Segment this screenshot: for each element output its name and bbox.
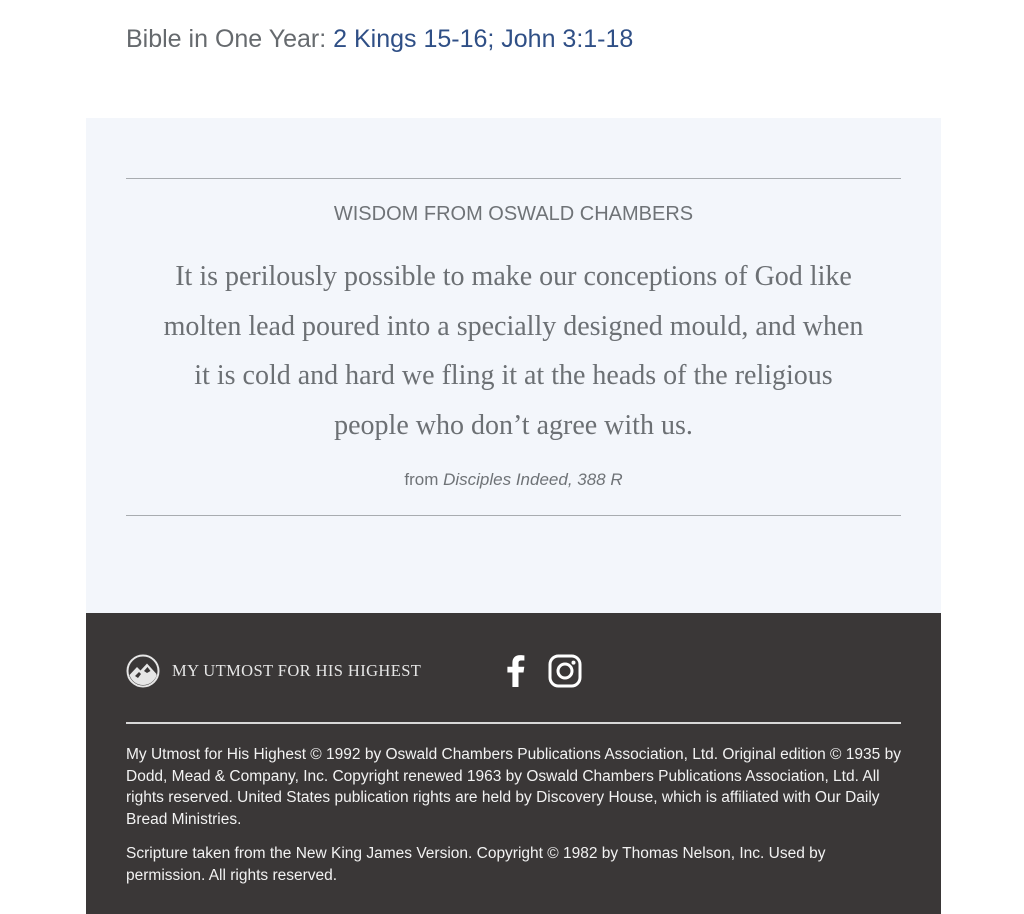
- footer-brand-name: MY UTMOST FOR HIS HIGHEST: [172, 661, 422, 680]
- wisdom-source: [86, 470, 941, 490]
- bible-in-one-year-label: Bible in One Year:: [126, 25, 327, 53]
- divider: [126, 178, 901, 179]
- bible-reading-link[interactable]: 2 Kings 15-16; John 3:1-18: [333, 25, 634, 53]
- wisdom-quote: It is perilously possible to make our conceptions of God like molten lead poured into a specially designed mould, and when it is cold and hard we fling it at the heads of the religious people who don’t agree with us.: [163, 261, 864, 441]
- facebook-icon[interactable]: [502, 653, 528, 687]
- wisdom-section: [86, 118, 941, 613]
- footer-brand[interactable]: [126, 653, 421, 689]
- scripture-notice: Scripture taken from the New King James Version. Copyright © 1982 by Thomas Nelson, Inc. Used by permission. All rights reserved.: [126, 845, 826, 884]
- mountain-logo-icon: [126, 654, 160, 688]
- instagram-icon[interactable]: [548, 654, 582, 688]
- wisdom-heading: WISDOM FROM OSWALD CHAMBERS: [333, 203, 694, 225]
- divider: [126, 515, 901, 516]
- wisdom-source-prefix: from: [404, 470, 439, 489]
- wisdom-source-title: Disciples Indeed, 388 R: [443, 470, 623, 489]
- footer: [86, 613, 941, 914]
- bible-in-one-year: [126, 22, 633, 56]
- footer-divider: [126, 722, 901, 724]
- copyright-text: My Utmost for His Highest © 1992 by Oswald Chambers Publications Association, Ltd. Original edition © 1935 by Dodd, Mead & Company, Inc. Copyright renewed 1963 by Oswald Chambers Publications Association, Ltd. All rights reserved. United States publication rights are held by Discovery House, which is affiliated with Our Daily Bread Ministries.: [126, 746, 901, 828]
